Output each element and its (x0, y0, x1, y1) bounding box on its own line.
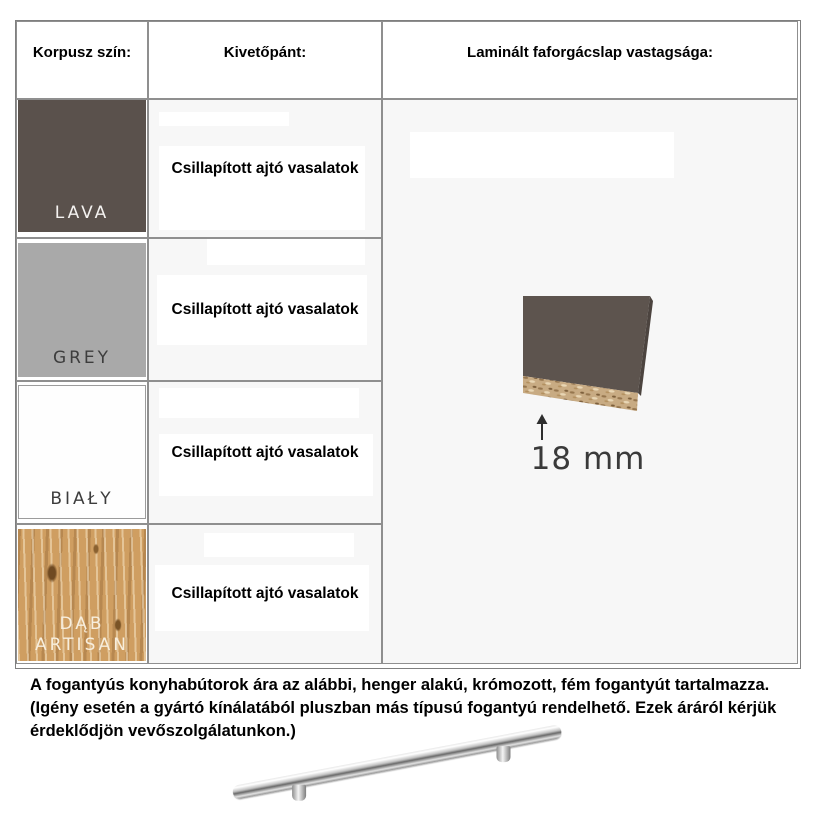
swatch-cell-dab-artisan (16, 524, 148, 664)
swatch-cell-lava (16, 99, 148, 238)
redaction-box (410, 132, 674, 178)
swatch-label-lava: LAVA (54, 202, 110, 223)
hinge-cell-dab-artisan (148, 524, 382, 664)
hinge-cell-grey (148, 238, 382, 381)
header-korpusz-szin-label: Korpusz szín: (32, 44, 132, 61)
redaction-box (207, 239, 365, 265)
redaction-box (159, 112, 289, 126)
header-kivetopant (148, 21, 382, 99)
header-kivetopant-label: Kivetőpánt: (223, 44, 307, 61)
thickness-cell (382, 99, 798, 664)
header-vastagsag (382, 21, 798, 99)
color-swatch-dab-artisan (18, 529, 146, 661)
handle-mount-foot (292, 785, 306, 801)
hinge-text-dab-artisan: Csillapított ajtó vasalatok (171, 585, 359, 602)
chrome-bar-handle-image (226, 716, 578, 811)
swatch-cell-grey (16, 238, 148, 381)
color-swatch-grey (18, 243, 146, 377)
swatch-label-bialy: BIAŁY (50, 488, 114, 509)
swatch-label-grey: GREY (52, 347, 112, 368)
color-swatch-bialy (18, 385, 146, 519)
hinge-text-lava: Csillapított ajtó vasalatok (171, 159, 359, 177)
laminate-top-face (523, 296, 650, 393)
redaction-box (204, 533, 354, 557)
swatch-label-dab-artisan: DĄB ARTISAN (34, 613, 130, 655)
header-vastagsag-label: Laminált faforgácslap vastagsága: (467, 44, 713, 61)
spec-table (15, 20, 801, 669)
hinge-cell-bialy (148, 381, 382, 524)
hinge-cell-lava (148, 99, 382, 238)
redaction-box (159, 388, 359, 418)
thickness-value: 18 mm (530, 441, 646, 477)
chipboard-corner-svg (517, 292, 659, 418)
handle-info-paragraph: A fogantyús konyhabútorok ára az alábbi, henger alakú, krómozott, fém fogantyút tartalmazza. (Igény esetén a gyártó kínálatából pluszban más típusú fogantyú rendelhető. Ezek áráról kérjük érdeklődjön vevőszolgálatunkon.) (30, 676, 777, 741)
handle-bar (232, 724, 563, 800)
swatch-cell-bialy (16, 381, 148, 524)
header-korpusz-szin (16, 21, 148, 99)
handle-mount-foot (496, 746, 510, 762)
arrow-up-icon (534, 414, 550, 441)
hinge-text-grey: Csillapított ajtó vasalatok (171, 300, 359, 318)
color-swatch-lava (18, 100, 146, 232)
chipboard-corner-image (517, 292, 659, 418)
hinge-text-bialy: Csillapított ajtó vasalatok (171, 443, 359, 461)
